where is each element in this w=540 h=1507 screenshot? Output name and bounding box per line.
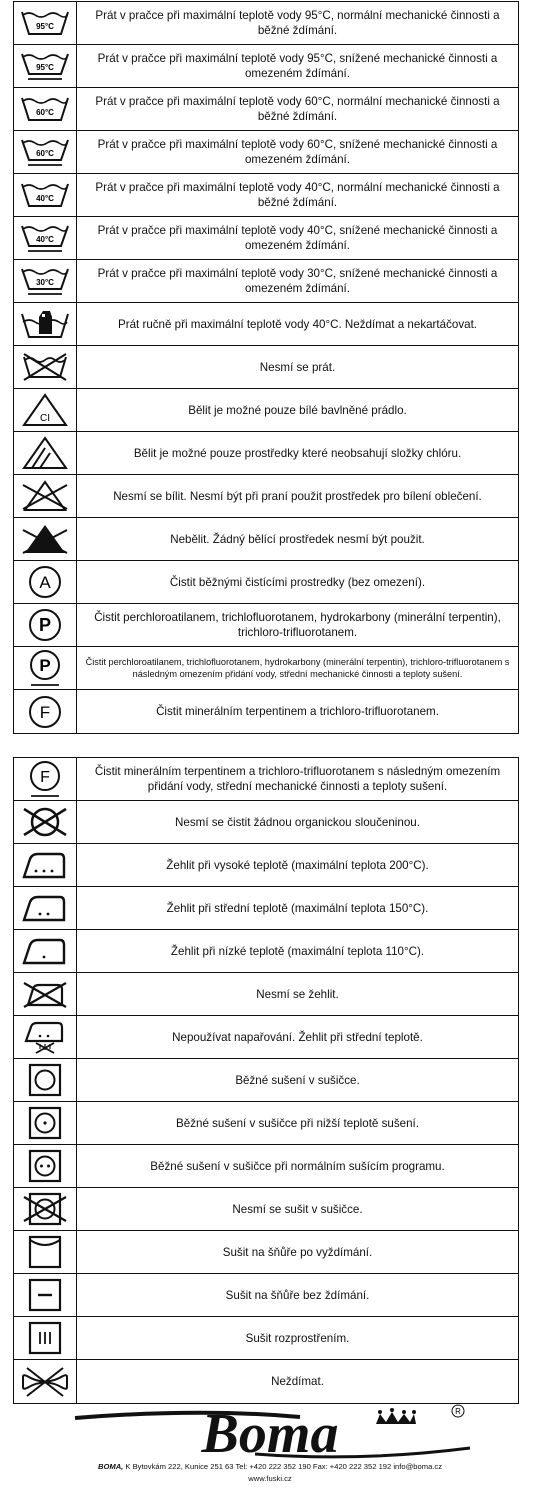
svg-text:R: R (455, 1407, 461, 1416)
svg-text:A: A (39, 573, 51, 592)
table-row (14, 1231, 518, 1274)
tumble-dry-normal-icon (14, 1145, 77, 1187)
hand-wash-icon (14, 303, 77, 345)
contact-line (0, 1462, 540, 1471)
svg-text:60°C: 60°C (36, 149, 54, 158)
row-text: Žehlit při nízké teplotě (maximální teplota 110°C). (170, 944, 425, 958)
care-symbols-table-1 (13, 1, 519, 734)
svg-text:95°C: 95°C (36, 63, 54, 72)
table-row (14, 887, 518, 930)
row-text: Nepoužívat napařování. Žehlit při střední teplotě. (172, 1030, 423, 1044)
row-text: Nebělit. Žádný bělící prostředek nesmí být použit. (170, 532, 425, 546)
row-text: Prát v pračce při maximální teplotě vody 95°C, snížené mechanické činnosti a omezeném ždímání. (97, 52, 498, 80)
svg-text:F: F (39, 702, 51, 722)
table-row (14, 1059, 518, 1102)
dry-clean-f-gentle-icon (14, 758, 77, 800)
svg-text:30°C: 30°C (36, 278, 54, 287)
svg-text:P: P (38, 615, 52, 635)
table-row (14, 930, 518, 973)
table-row (14, 131, 518, 174)
do-not-dry-clean-icon (14, 801, 77, 843)
dry-clean-a-icon (14, 561, 77, 603)
row-text: Prát v pračce při maximální teplotě vody 40°C, snížené mechanické činnosti a omezeném ždímání. (97, 224, 498, 252)
row-text: Prát v pračce při maximální teplotě vody 40°C, normální mechanické činnosti a běžné ždímání. (95, 181, 500, 209)
row-text: Sušit na šňůře po vyždímání. (222, 1245, 373, 1259)
table-row (14, 389, 518, 432)
bleach-non-chlorine-icon (14, 432, 77, 474)
table-row (14, 174, 518, 217)
row-text: Sušit na šňůře bez ždímání. (225, 1288, 370, 1302)
table-row (14, 844, 518, 887)
table-row (14, 758, 518, 801)
row-text: Prát v pračce při maximální teplotě vody 60°C, snížené mechanické činnosti a omezeném ždímání. (97, 138, 498, 166)
do-not-bleach-icon (14, 475, 77, 517)
table-row (14, 1102, 518, 1145)
table-row (14, 303, 518, 346)
svg-text:F: F (40, 769, 50, 786)
table-row (14, 690, 518, 733)
row-text: Běžné sušení v sušičce při normálním sušícím programu. (150, 1159, 445, 1173)
no-steam-iron-icon (14, 1016, 77, 1058)
row-text: Bělit je možné pouze prostředky které neobsahují složky chlóru. (133, 446, 462, 460)
svg-text:CI: CI (40, 413, 50, 424)
table-row (14, 518, 518, 561)
company-address: K Bytovkám 222, Kunice 251 63 Tel: +420 222 352 190 Fax: +420 222 352 192 info@boma.cz (123, 1462, 443, 1471)
table-row (14, 1145, 518, 1188)
table-row (14, 973, 518, 1016)
table-row (14, 217, 518, 260)
table-row (14, 561, 518, 604)
row-text: Čistit minerálním terpentinem a trichloro-trifluorotanem. (156, 705, 439, 718)
table-row (14, 1016, 518, 1059)
dry-clean-f-icon (14, 690, 77, 733)
do-not-wash-icon (14, 346, 77, 388)
wash-60-normal-icon (14, 88, 77, 130)
svg-text:40°C: 40°C (36, 194, 54, 203)
table-row (14, 1188, 518, 1231)
svg-text:Boma: Boma (201, 1403, 339, 1462)
do-not-wring-icon (14, 1360, 77, 1403)
wash-30-gentle-icon (14, 260, 77, 302)
wash-40-gentle-icon (14, 217, 77, 259)
table-row (14, 1317, 518, 1360)
row-text: Čistit běžnými čistícími prostredky (bez omezení). (169, 575, 426, 589)
row-text: Prát ručně při maximální teplotě vody 40°C. Neždímat a nekartáčovat. (117, 317, 478, 331)
care-symbols-table-2 (13, 757, 519, 1404)
tumble-dry-icon (14, 1059, 77, 1101)
wash-40-normal-icon (14, 174, 77, 216)
table-row (14, 88, 518, 131)
row-text: Čistit perchloroatilanem, trichlofluorotanem, hydrokarbony (minerální terpentin), trichloro-trifluorotanem s následným omezením přidání vody, střední mechanické činnosti a teploty sušení. (85, 657, 510, 679)
dry-clean-p-icon (14, 604, 77, 646)
table-row (14, 346, 518, 389)
row-text: Bělit je možné pouze bílé bavlněné prádlo. (188, 403, 407, 417)
row-text: Prát v pračce při maximální teplotě vody 95°C, normální mechanické činnosti a běžné ždímání. (95, 9, 500, 37)
table-row (14, 475, 518, 518)
svg-text:P: P (39, 656, 51, 675)
row-text: Čistit perchloroatilanem, trichlofluorotanem, hydrokarbony (minerální terpentin), trichloro-trifluorotanem. (94, 611, 501, 639)
row-text: Nesmí se prát. (259, 360, 336, 374)
crown-icon (376, 1408, 416, 1424)
row-text: Prát v pračce při maximální teplotě vody 30°C, snížené mechanické činnosti a omezeném ždímání. (97, 267, 498, 295)
company-name: BOMA, (97, 1462, 124, 1471)
row-text: Čistit minerálním terpentinem a trichloro-trifluorotanem s následným omezením přidání vody, střední mechanické činnosti a teploty sušení. (94, 765, 501, 793)
svg-text:95°C: 95°C (36, 22, 54, 31)
table-row (14, 1360, 518, 1403)
table-row (14, 260, 518, 303)
dry-clean-p-gentle-icon (14, 647, 77, 689)
table-row (14, 1274, 518, 1317)
registered-mark-icon (452, 1405, 464, 1417)
table-row (14, 604, 518, 647)
table-row (14, 801, 518, 844)
table-row (14, 45, 518, 88)
bleach-chlorine-icon (14, 389, 77, 431)
do-not-tumble-dry-icon (14, 1188, 77, 1230)
svg-text:40°C: 40°C (36, 235, 54, 244)
boma-logo (0, 1402, 540, 1507)
row-text: Běžné sušení v sušičce. (235, 1073, 360, 1087)
row-text: Nesmí se čistit žádnou organickou sloučeninou. (175, 815, 420, 829)
dry-flat-icon (14, 1317, 77, 1359)
line-dry-icon (14, 1231, 77, 1273)
row-text: Běžné sušení v sušičce při nižší teplotě sušení. (176, 1116, 419, 1130)
table-row (14, 647, 518, 690)
row-text: Nesmí se sušit v sušičce. (232, 1202, 363, 1216)
row-text: Nesmí se bílit. Nesmí být při praní použit prostředek pro bílení oblečení. (113, 489, 482, 503)
row-text: Žehlit při vysoké teplotě (maximální teplota 200°C). (166, 858, 429, 872)
wash-95-gentle-icon (14, 45, 77, 87)
row-text: Nesmí se žehlit. (256, 987, 339, 1001)
svg-text:60°C: 60°C (36, 108, 54, 117)
table-row (14, 432, 518, 475)
drip-dry-icon (14, 1274, 77, 1316)
row-text: Sušit rozprostřením. (245, 1331, 350, 1345)
tumble-dry-low-icon (14, 1102, 77, 1144)
row-text: Prát v pračce při maximální teplotě vody 60°C, normální mechanické činnosti a běžné ždímání. (95, 95, 500, 123)
wash-60-gentle-icon (14, 131, 77, 173)
do-not-iron-icon (14, 973, 77, 1015)
row-text: Žehlit při střední teplotě (maximální teplota 150°C). (166, 901, 429, 915)
row-text: Neždímat. (271, 1375, 324, 1388)
wash-95-normal-icon (14, 2, 77, 44)
iron-low-icon (14, 930, 77, 972)
no-bleach-filled-icon (14, 518, 77, 560)
iron-medium-icon (14, 887, 77, 929)
table-row (14, 2, 518, 45)
iron-high-icon (14, 844, 77, 886)
website-link[interactable]: www.fuski.cz (248, 1474, 292, 1483)
